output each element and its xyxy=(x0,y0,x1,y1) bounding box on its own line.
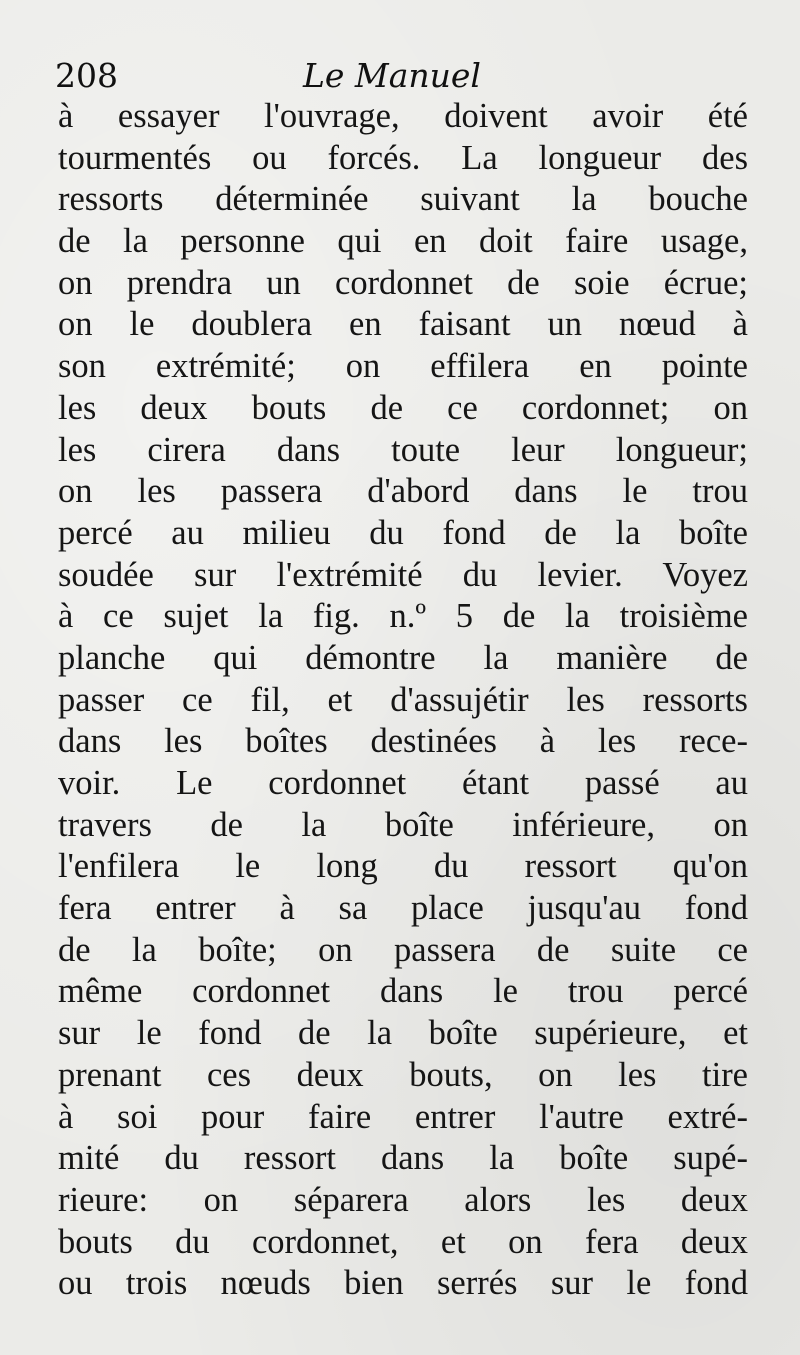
text-line: de la boîte; on passera de suite ce xyxy=(58,930,748,969)
text-line: même cordonnet dans le trou percé xyxy=(58,972,748,1011)
text-line: ou trois nœuds bien serrés sur le fond xyxy=(58,1264,748,1303)
text-line: fera entrer à sa place jusqu'au fond xyxy=(58,889,748,928)
text-line: à soi pour faire entrer l'autre extré- xyxy=(58,1097,748,1136)
text-line: percé au milieu du fond de la boîte xyxy=(58,513,748,552)
text-line: mité du ressort dans la boîte supé- xyxy=(58,1139,748,1178)
text-line: à ce sujet la fig. n.º 5 de la troisième xyxy=(58,597,748,636)
text-line: de la personne qui en doit faire usage, xyxy=(58,222,748,261)
text-line: les cirera dans toute leur longueur; xyxy=(58,430,748,469)
text-line: soudée sur l'extrémité du levier. Voyez xyxy=(58,555,748,594)
text-line: voir. Le cordonnet étant passé au xyxy=(58,764,748,802)
text-line: tourmentés ou forcés. La longueur des xyxy=(58,138,748,177)
text-line: bouts du cordonnet, et on fera deux xyxy=(58,1222,748,1261)
text-line: rieure: on séparera alors les deux xyxy=(58,1180,748,1219)
text-line: prenant ces deux bouts, on les tire xyxy=(58,1055,748,1094)
text-line: à essayer l'ouvrage, doivent avoir été xyxy=(58,97,748,135)
text-line: les deux bouts de ce cordonnet; on xyxy=(58,388,748,427)
text-line: l'enfilera le long du ressort qu'on xyxy=(58,847,748,886)
text-line: on prendra un cordonnet de soie écrue; xyxy=(58,263,748,302)
page-number: 208 xyxy=(55,56,118,95)
running-head xyxy=(55,52,745,102)
text-line: sur le fond de la boîte supérieure, et xyxy=(58,1014,748,1053)
text-line: ressorts déterminée suivant la bouche xyxy=(58,180,748,219)
text-line: planche qui démontre la manière de xyxy=(58,638,748,677)
text-line: passer ce fil, et d'assujétir les ressorts xyxy=(58,680,748,719)
text-line: travers de la boîte inférieure, on xyxy=(58,805,748,844)
text-line: on les passera d'abord dans le trou xyxy=(58,472,748,511)
text-line: on le doublera en faisant un nœud à xyxy=(58,305,748,344)
text-line: dans les boîtes destinées à les rece- xyxy=(58,722,748,761)
running-title: Le Manuel xyxy=(303,56,481,95)
text-line: son extrémité; on effilera en pointe xyxy=(58,347,748,386)
body-text xyxy=(58,96,748,1305)
